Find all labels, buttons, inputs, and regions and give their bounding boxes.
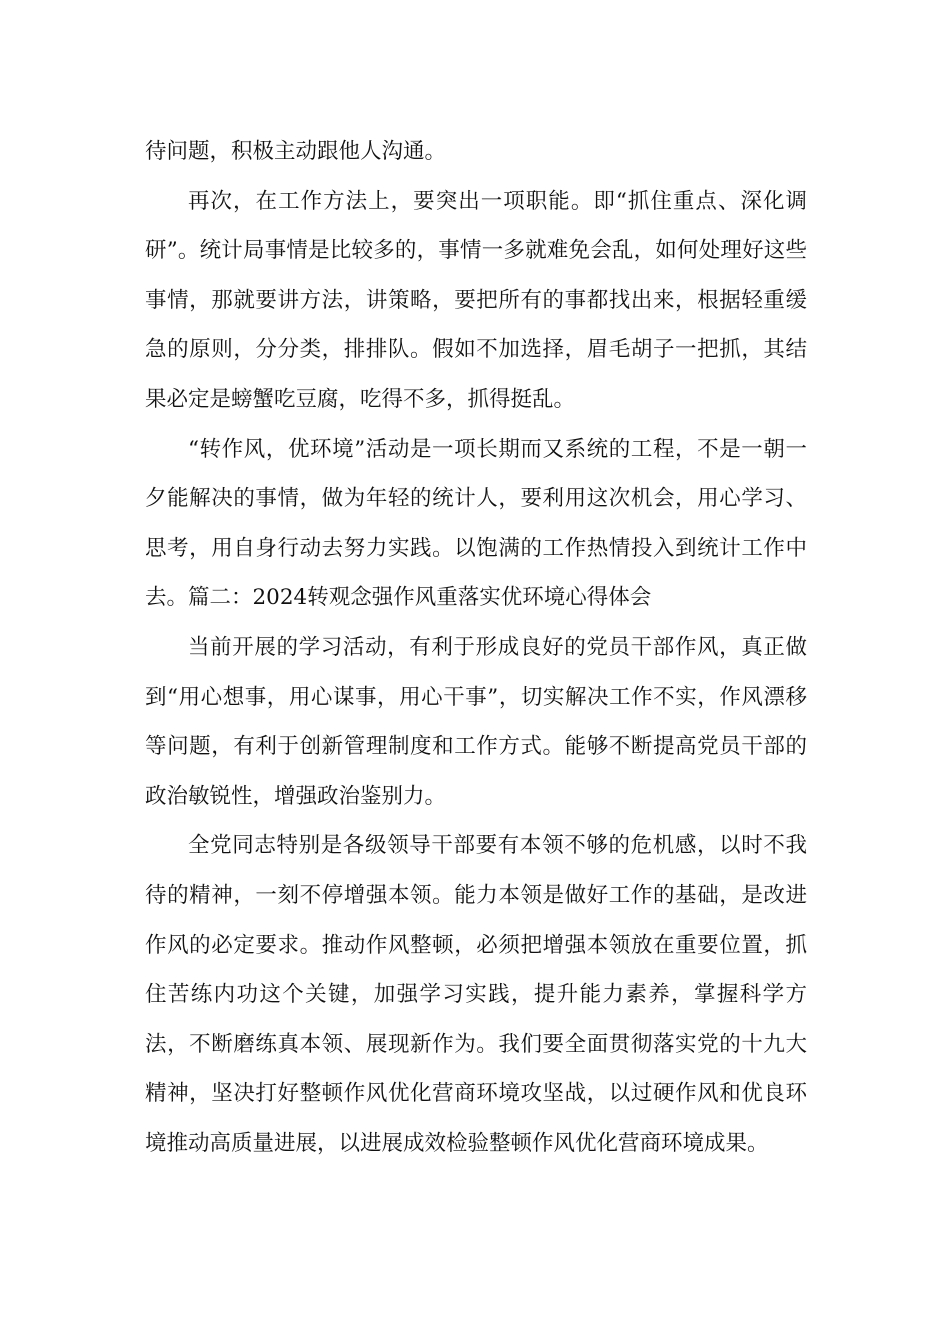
paragraph-3: “转作风，优环境”活动是一项长期而又系统的工程，不是一朝一夕能解决的事情，做为年轻的统计人，要利用这次机会，用心学习、思考，用自身行动去努力实践。以饱满的工作热情投入到统计工作中去。篇二：2024转观念强作风重落实优环境心得体会 bbox=[145, 436, 807, 611]
paragraph-5: 全党同志特别是各级领导干部要有本领不够的危机感，以时不我待的精神，一刻不停增强本领。能力本领是做好工作的基础，是改进作风的必定要求。推动作风整顿，必须把增强本领放在重要位置，抓住苦练内功这个关键，加强学习实践，提升能力素养，掌握科学方法，不断磨练真本领、展现新作为。我们要全面贯彻落实党的十九大精神，坚决打好整顿作风优化营商环境攻坚战，以过硬作风和优良环境推动高质量进展，以进展成效检验整顿作风优化营商环境成果。 bbox=[145, 833, 807, 1156]
paragraph-4: 当前开展的学习活动，有利于形成良好的党员干部作风，真正做到“用心想事，用心谋事，用心干事”，切实解决工作不实，作风漂移等问题，有利于创新管理制度和工作方式。能够不断提高党员干部的政治敏锐性，增强政治鉴别力。 bbox=[145, 634, 807, 809]
document-body bbox=[145, 127, 807, 1168]
paragraph-2: 再次，在工作方法上，要突出一项职能。即“抓住重点、深化调研”。统计局事情是比较多的，事情一多就难免会乱，如何处理好这些事情，那就要讲方法，讲策略，要把所有的事都找出来，根据轻重缓急的原则，分分类，排排队。假如不加选择，眉毛胡子一把抓，其结果必定是螃蟹吃豆腐，吃得不多，抓得挺乱。 bbox=[145, 188, 807, 412]
paragraph-1: 待问题，积极主动跟他人沟通。 bbox=[145, 139, 447, 164]
